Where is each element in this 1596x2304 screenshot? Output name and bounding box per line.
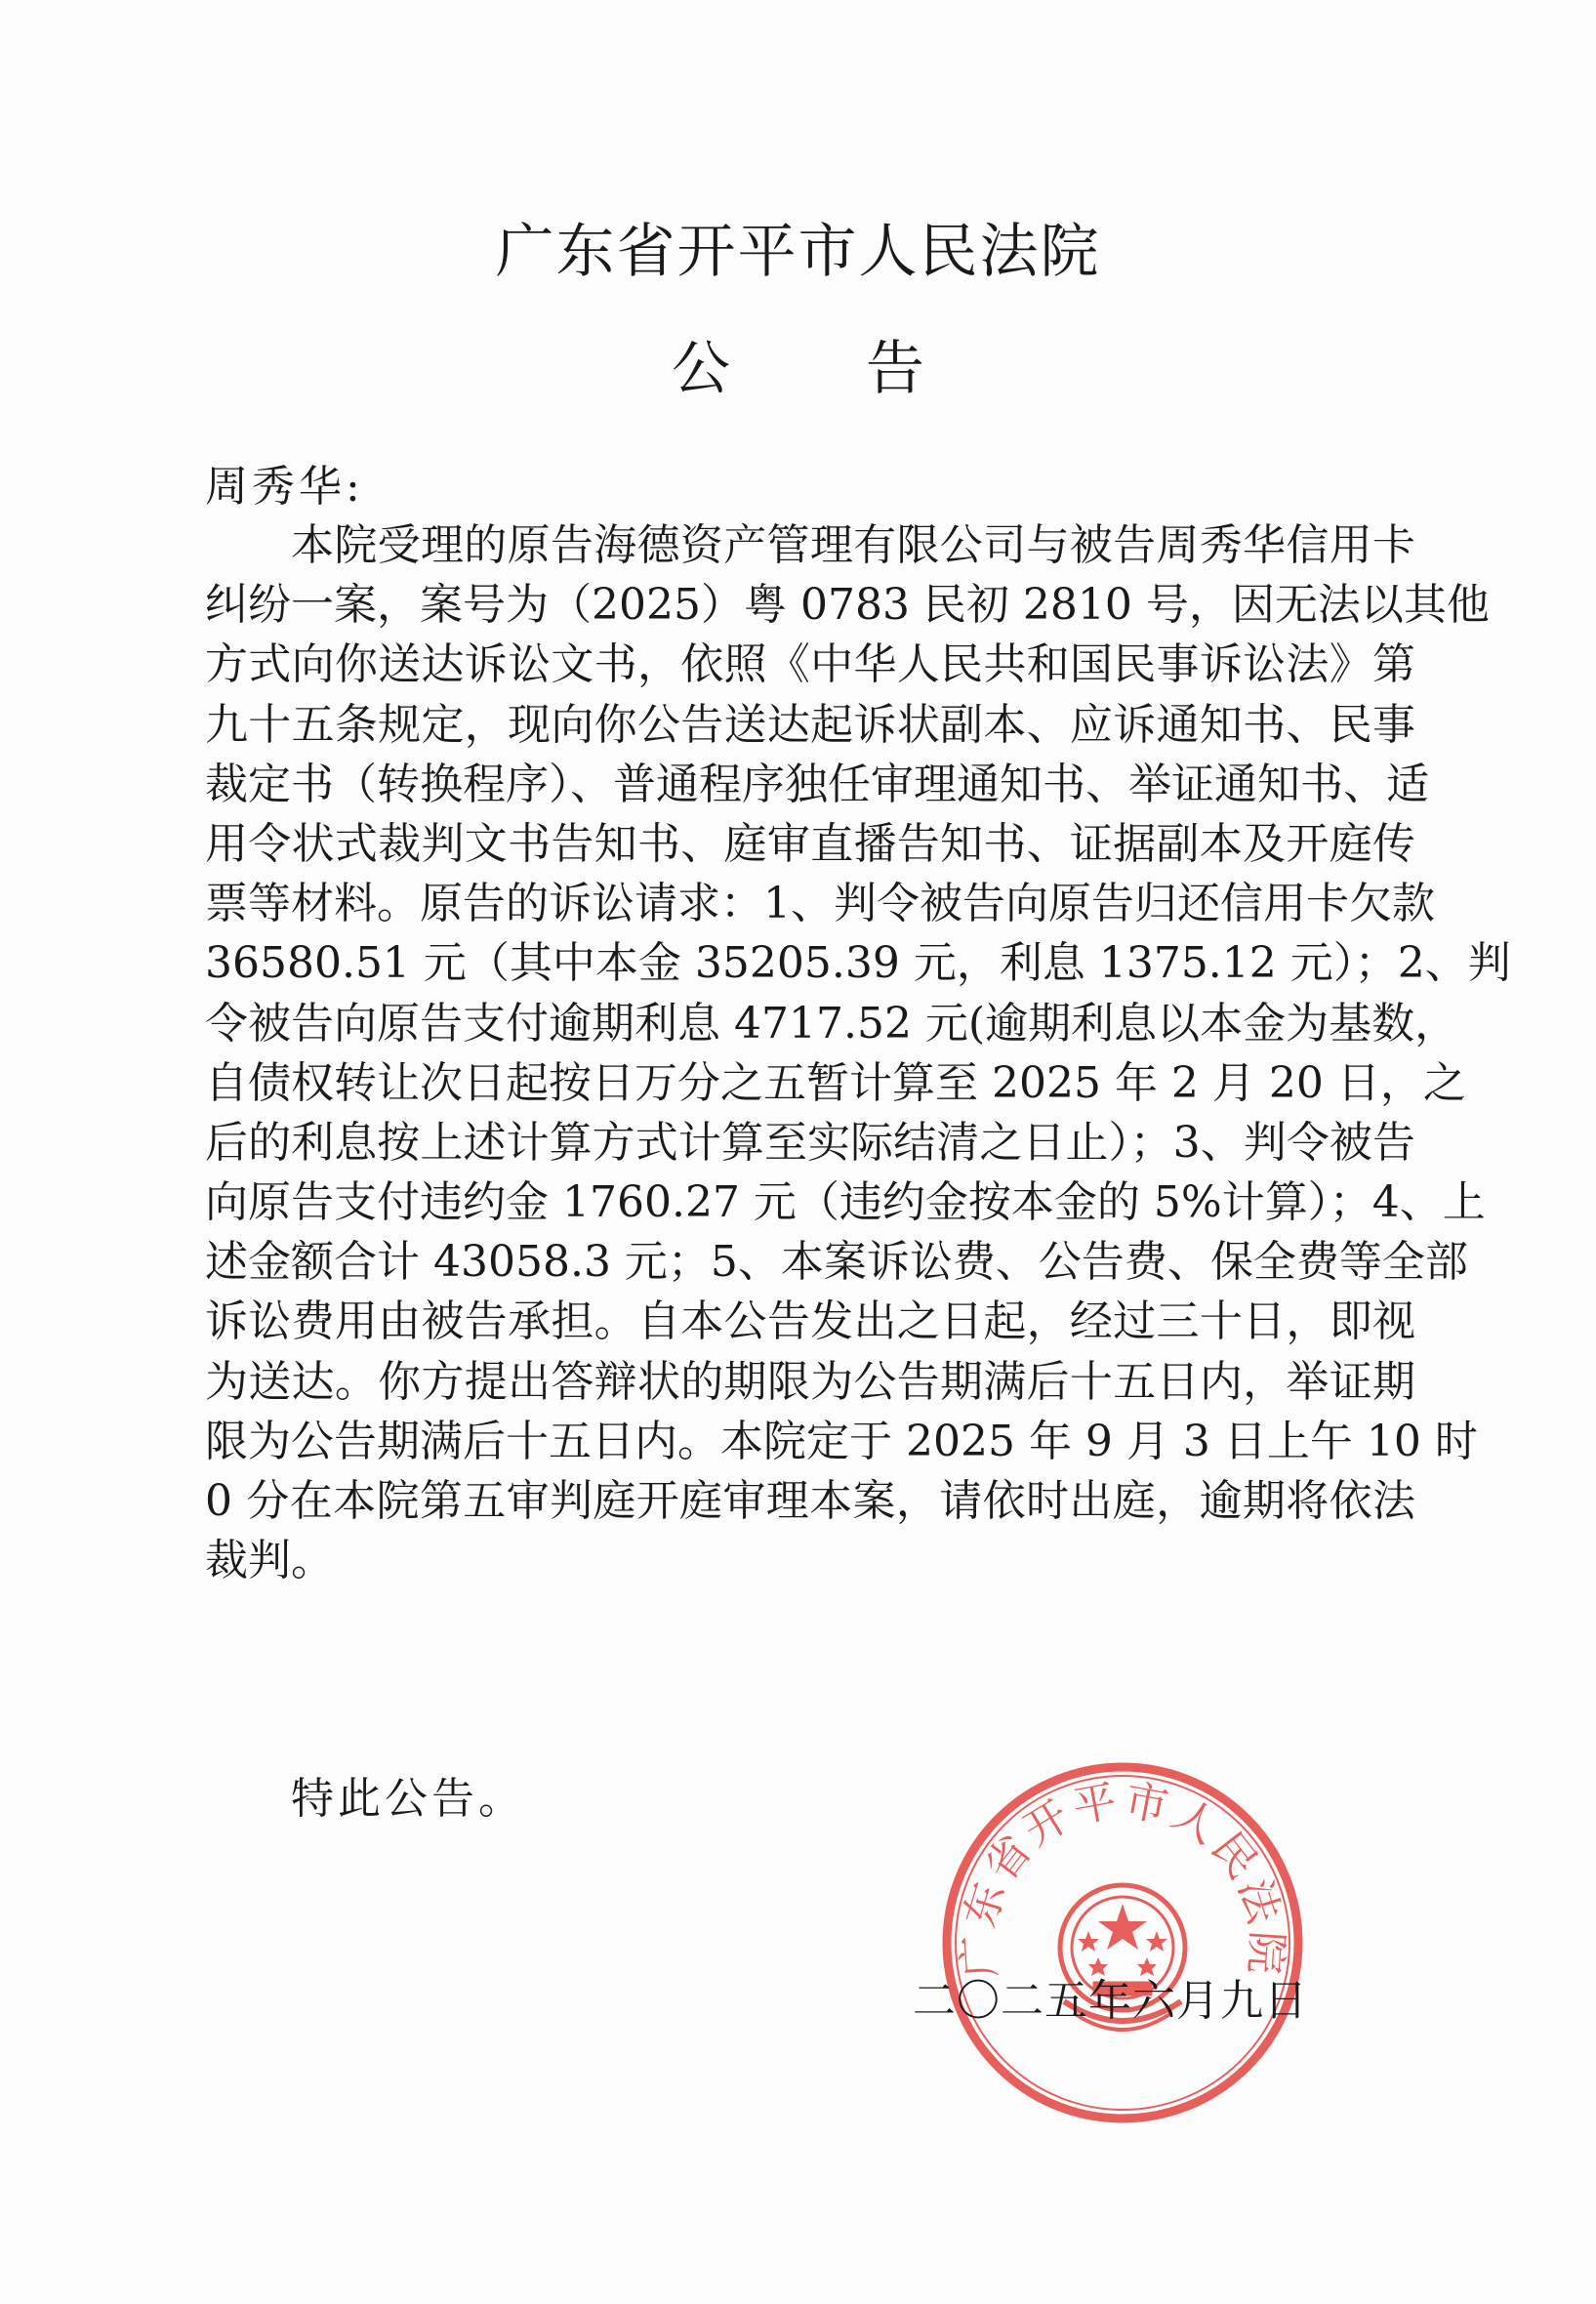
body-line: 方式向你送达诉讼文书，依照《中华人民共和国民事诉讼法》第 bbox=[205, 639, 1415, 690]
body-line: 0 分在本院第五审判庭开庭审理本案，请依时出庭，逾期将依法 bbox=[205, 1476, 1415, 1526]
body-line: 裁定书（转换程序）、普通程序独任审理通知书、举证通知书、适 bbox=[205, 759, 1429, 809]
body-line: 用令状式裁判文书告知书、庭审直播告知书、证据副本及开庭传 bbox=[205, 818, 1415, 869]
court-name: 广东省开平市人民法院 bbox=[495, 218, 1101, 286]
notice-date: 二〇二五年六月九日 bbox=[913, 1976, 1308, 2026]
body-line: 本院受理的原告海德资产管理有限公司与被告周秀华信用卡 bbox=[291, 520, 1415, 570]
svg-text:广东省开平市人民法院: 广东省开平市人民法院 bbox=[953, 1775, 1292, 1980]
body-line: 纠纷一案，案号为（2025）粤 0783 民初 2810 号，因无法以其他 bbox=[205, 580, 1490, 631]
body-line: 限为公告期满后十五日内。本院定于 2025 年 9 月 3 日上午 10 时 bbox=[205, 1416, 1478, 1466]
body-line: 36580.51 元（其中本金 35205.39 元，利息 1375.12 元）；2、判 bbox=[205, 938, 1511, 989]
body-line: 为送达。你方提出答辩状的期限为公告期满后十五日内，举证期 bbox=[205, 1356, 1415, 1407]
body-line: 票等材料。原告的诉讼请求：1、判令被告向原告归还信用卡欠款 bbox=[205, 879, 1435, 929]
body-line: 述金额合计 43058.3 元；5、本案诉讼费、公告费、保全费等全部 bbox=[205, 1237, 1468, 1288]
body-line: 九十五条规定，现向你公告送达起诉状副本、应诉通知书、民事 bbox=[205, 699, 1415, 750]
addressee: 周秀华: bbox=[205, 462, 364, 512]
body-line: 令被告向原告支付逾期利息 4717.52 元(逾期利息以本金为基数， bbox=[205, 998, 1458, 1049]
body-line: 向原告支付违约金 1760.27 元（违约金按本金的 5%计算）；4、上 bbox=[205, 1177, 1486, 1228]
body-line: 后的利息按上述计算方式计算至实际结清之日止）；3、判令被告 bbox=[205, 1117, 1415, 1168]
notice-title: 公 告 bbox=[671, 335, 984, 403]
body-line: 诉讼费用由被告承担。自本公告发出之日起，经过三十日，即视 bbox=[205, 1296, 1415, 1347]
notice-body bbox=[205, 515, 1511, 1590]
body-line: 裁判。 bbox=[205, 1536, 334, 1586]
body-line: 自债权转让次日起按日万分之五暂计算至 2025 年 2 月 20 日，之 bbox=[205, 1057, 1466, 1108]
court-seal-icon bbox=[937, 1757, 1308, 2128]
closing-statement: 特此公告。 bbox=[291, 1774, 525, 1824]
